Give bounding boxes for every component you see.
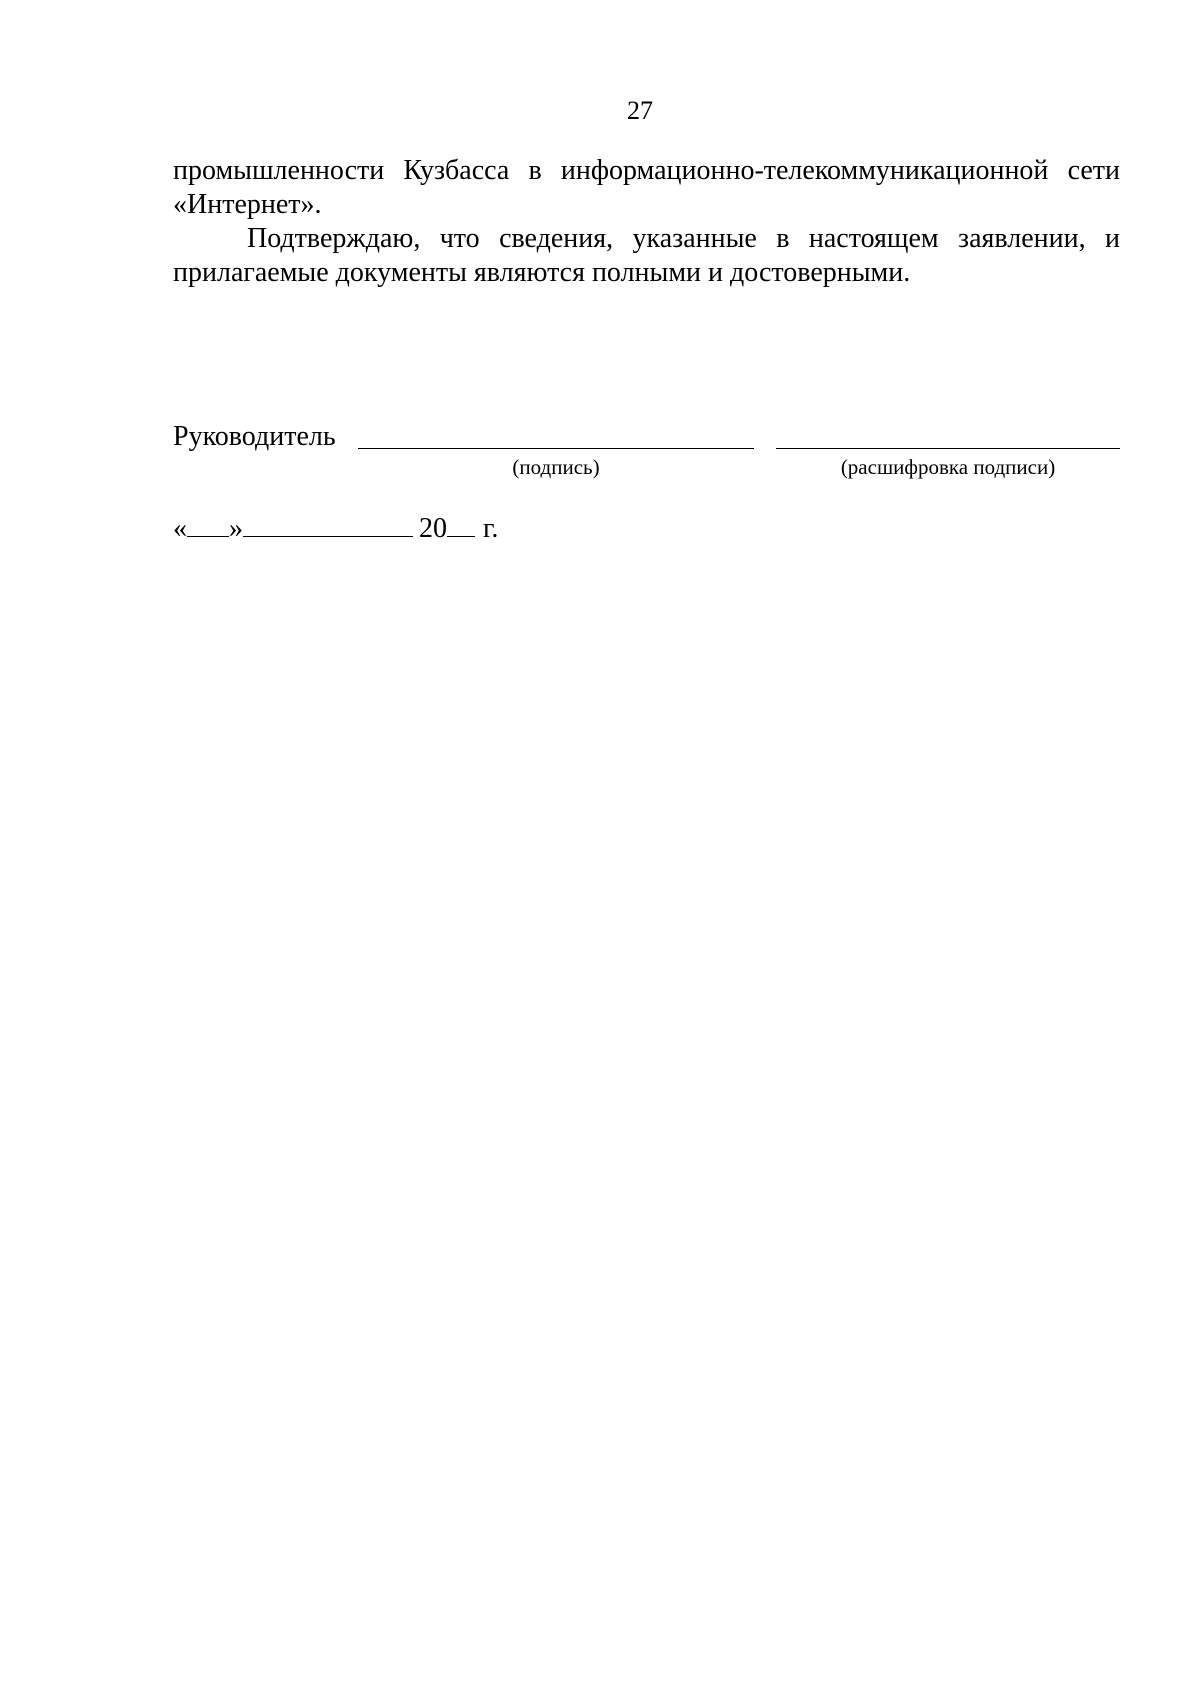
date-close-quote: » <box>229 513 243 544</box>
paragraph-confirmation: Подтверждаю, что сведения, указанные в настоящем заявлении, и прилагаемые документы являются полными и достоверными. <box>173 223 1120 288</box>
signature-caption: (подпись) <box>512 455 600 479</box>
date-year-prefix: 20 <box>419 513 447 544</box>
date-open-quote: « <box>173 513 187 544</box>
date-month-blank <box>243 512 413 537</box>
body-text <box>173 154 1120 290</box>
signature-line <box>358 448 754 449</box>
date-day-blank <box>187 512 229 537</box>
signature-decode-line <box>776 448 1120 449</box>
date-year-blank <box>447 512 475 537</box>
signatory-label: Руководитель <box>173 421 336 452</box>
signature-decode-caption: (расшифровка подписи) <box>840 455 1056 479</box>
paragraph-continuation: промышленности Кузбасса в информационно-телекоммуникационной сети «Интернет». <box>173 155 1120 220</box>
date-year-suffix: г. <box>483 513 499 544</box>
date-line <box>173 512 498 546</box>
page-number: 27 <box>627 96 653 125</box>
